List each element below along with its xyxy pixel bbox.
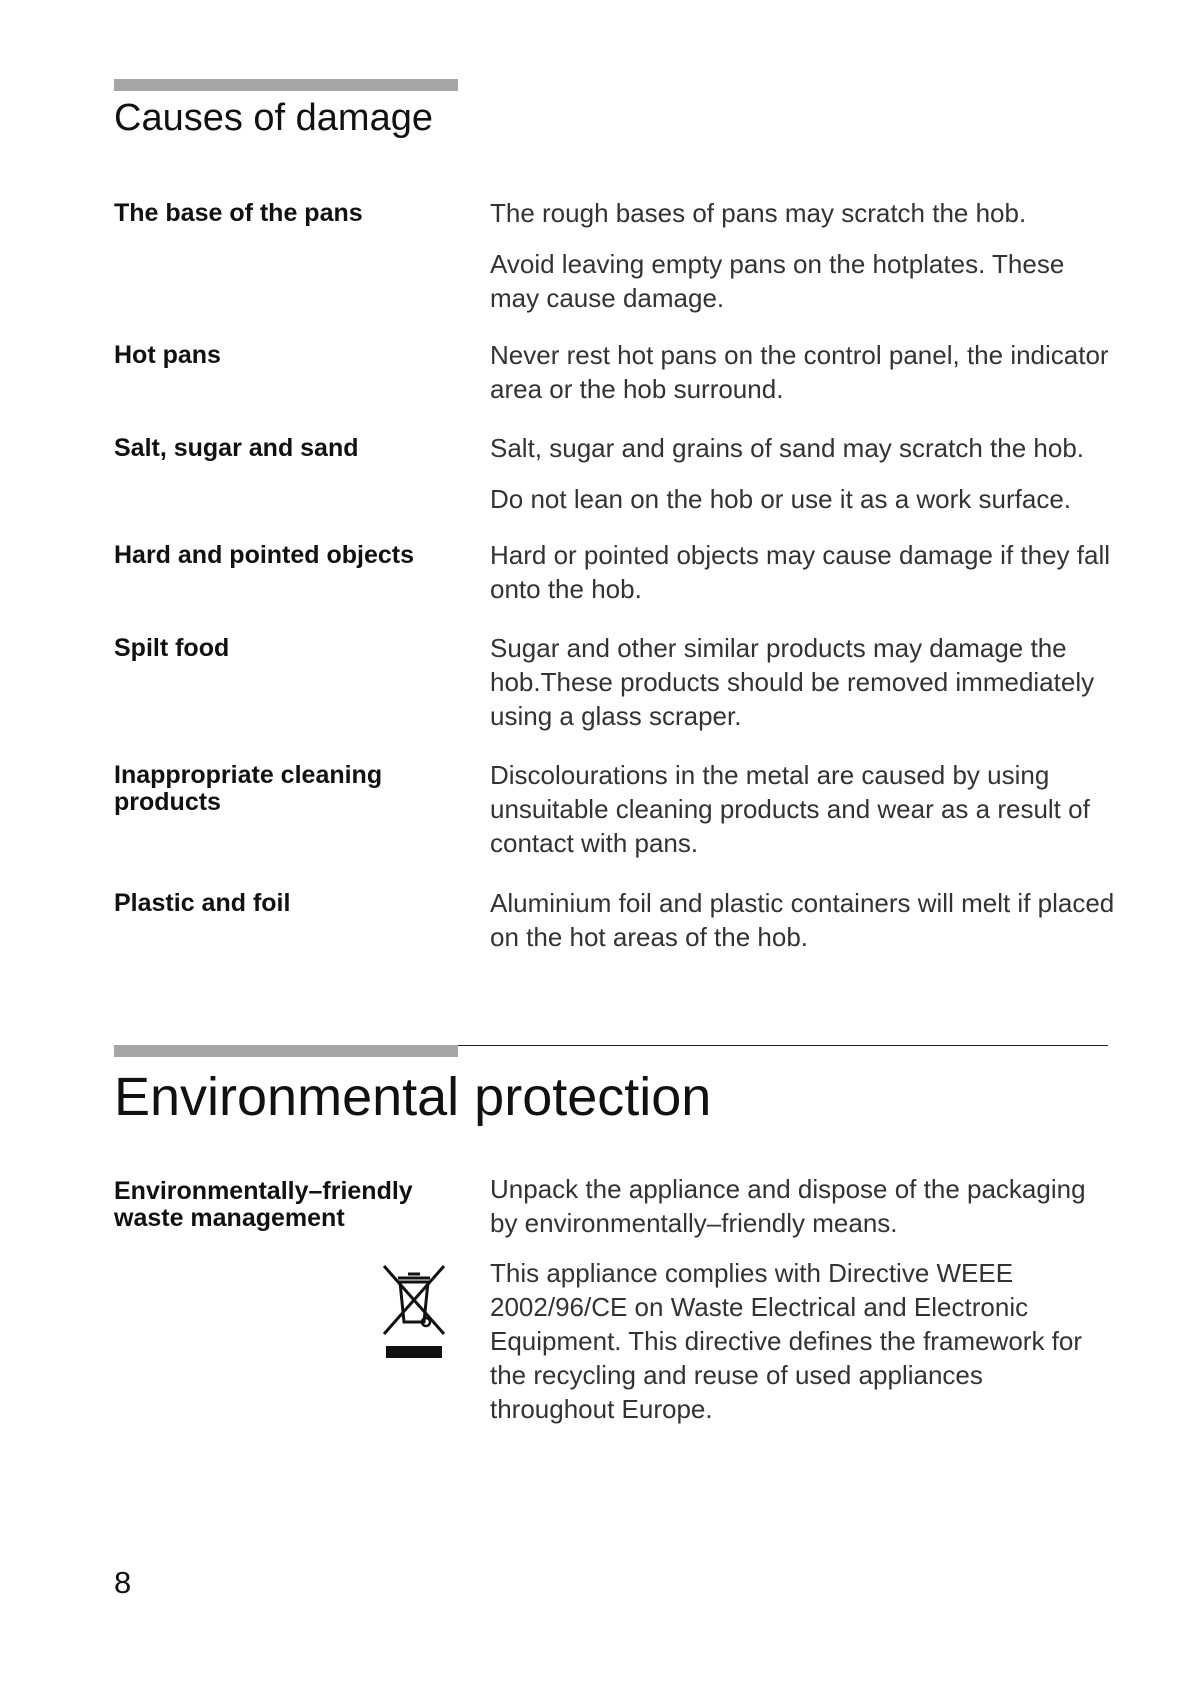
- text-inappropriate-cleaning: Discolourations in the metal are caused by using unsuitable cleaning products and wear as a result of contact with pans.: [490, 760, 1090, 858]
- section-title-causes: Causes of damage: [114, 97, 433, 139]
- label-salt-sugar-sand: Salt, sugar and sand: [114, 434, 359, 462]
- text-hot-pans: Never rest hot pans on the control panel, the indicator area or the hob surround.: [490, 340, 1109, 404]
- section-title-environment: Environmental protection: [114, 1067, 712, 1127]
- text-plastic-foil: Aluminium foil and plastic containers will melt if placed on the hot areas of the hob.: [490, 888, 1115, 952]
- page-number: 8: [114, 1565, 132, 1600]
- text-spilt-food: Sugar and other similar products may damage the hob.These products should be removed immediately using a glass scraper.: [490, 633, 1095, 731]
- label-base-of-pans: The base of the pans: [114, 199, 363, 227]
- label-hard-pointed-objects: Hard and pointed objects: [114, 541, 415, 569]
- crossed-out-wheelie-bin-icon: [380, 1262, 448, 1362]
- text-waste-management-2: This appliance complies with Directive WEEE 2002/96/CE on Waste Electrical and Electronic Equipment. This directive defines the framework for the recycling and reuse of used appliances throughout Europe.: [490, 1258, 1083, 1424]
- text-base-of-pans-2: Avoid leaving empty pans on the hotplates. These may cause damage.: [490, 249, 1065, 313]
- text-base-of-pans-1: The rough bases of pans may scratch the hob.: [490, 198, 1027, 228]
- text-salt-sugar-sand-2: Do not lean on the hob or use it as a work surface.: [490, 484, 1072, 514]
- label-inappropriate-cleaning: Inappropriate cleaning products: [114, 761, 383, 816]
- text-salt-sugar-sand-1: Salt, sugar and grains of sand may scratch the hob.: [490, 433, 1085, 463]
- section-bar-environment: [114, 1045, 458, 1057]
- text-waste-management-1: Unpack the appliance and dispose of the packaging by environmentally–friendly means.: [490, 1174, 1086, 1238]
- label-waste-management: Environmentally–friendly waste management: [114, 1177, 413, 1232]
- label-plastic-foil: Plastic and foil: [114, 889, 291, 917]
- label-spilt-food: Spilt food: [114, 634, 230, 662]
- label-hot-pans: Hot pans: [114, 341, 221, 369]
- text-hard-pointed-objects: Hard or pointed objects may cause damage if they fall onto the hob.: [490, 540, 1111, 604]
- section-rule-environment: [458, 1045, 1108, 1046]
- section-bar-causes: [114, 79, 458, 91]
